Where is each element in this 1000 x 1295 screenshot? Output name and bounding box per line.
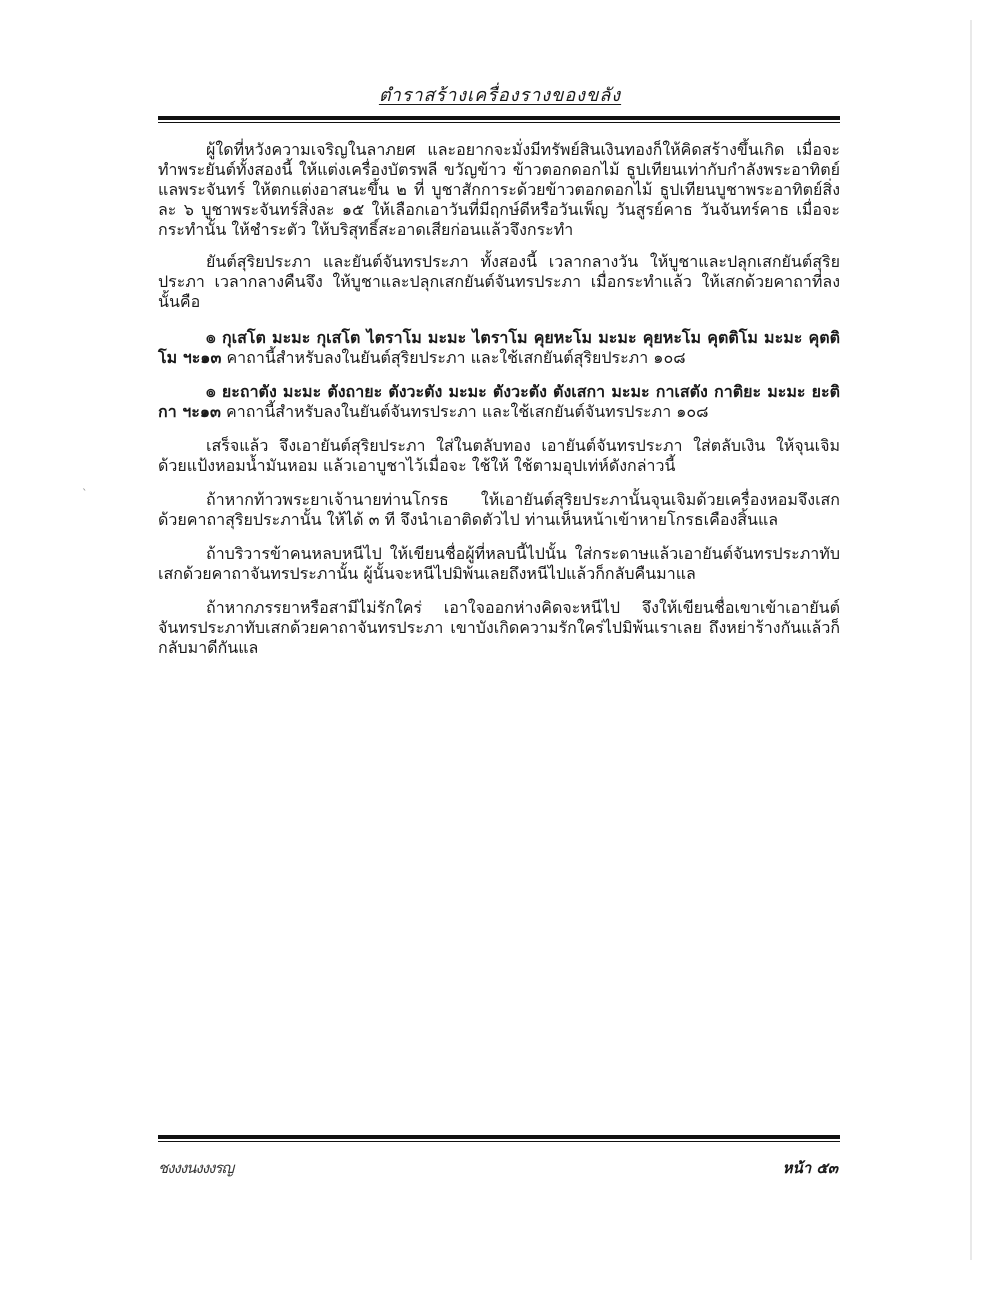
footer-signature: ชงงงนงงงรญ — [158, 1159, 234, 1177]
footer-rule-thick — [158, 1135, 840, 1139]
paragraph-6: ถ้าหากท้าวพระยาเจ้านายท่านโกรธ ให้เอายันต์สุริยประภานั้นจุนเจิมด้วยเครื่องหอมจึงเสกด้วยคาถาสุริยประภานั้น ให้ได้ ๓ ที จึงนำเอาติดตัวไป ท่านเห็นหน้าเข้าหายโกรธเคืองสิ้นแล — [158, 490, 840, 529]
incantation-chandra: ๏ ยะถาตัง มะมะ ตังถายะ ตังวะตัง มะมะ ตังวะตัง ตังเสกา มะมะ กาเสตัง กาติยะ มะมะ ยะติกา ฯะ๑๓ — [158, 382, 840, 421]
paragraph-7: ถ้าบริวารข้าคนหลบหนีไป ให้เขียนชื่อผู้ที่หลบนี้ไปนั้น ใส่กระดาษแล้วเอายันต์จันทรประภาทับ เสกด้วยคาถาจันทรประภานั้น ผู้นั้นจะหนีไปมิพ้นเลยถึงหนีไปแล้วก็กลับคืนมาแล — [158, 544, 840, 583]
page-number: หน้า ๕๓ — [782, 1159, 838, 1177]
incantation-paragraph-2 — [158, 382, 840, 422]
paragraph-1: ผู้ใดที่หวังความเจริญในลาภยศ และอยากจะมั่งมีทรัพย์สินเงินทองก็ให้คิดสร้างขึ้นเกิด เมื่อจะทำพระยันต์ทั้งสองนี้ ให้แต่งเครื่องบัตรพลี ขวัญข้าว ข้าวตอกดอกไม้ ธูปเทียนเท่ากับกำลังพระอาทิตย์แลพระจันทร์ ให้ตกแต่งอาสนะขึ้น ๒ ที่ บูชาสักการะด้วยข้าวตอกดอกไม้ ธูปเทียนบูชาพระอาทิตย์สิ่งละ ๖ บูชาพระจันทร์สิ่งละ ๑๕ ให้เลือกเอาวันที่มีฤกษ์ดีหรือวันเพ็ญ วันสูรย์คาธ วันจันทร์คาธ เมื่อจะกระทำนั้น ให้ชำระตัว ให้บริสุทธิ์สะอาดเสียก่อนแล้วจึงกระทำ — [158, 140, 840, 239]
header-rule-thin — [158, 122, 840, 123]
page-body — [158, 140, 840, 672]
header-rule-thick — [158, 116, 840, 120]
scan-smudge: ˎ — [82, 478, 88, 491]
footer-rule-thin — [158, 1141, 840, 1142]
running-header: ตำราสร้างเครื่องรางของขลัง — [378, 85, 622, 106]
scan-edge — [970, 20, 972, 1260]
incantation-surya: ๏ กุเสโต มะมะ กุเสโต ไตราโม มะมะ ไตราโม คุยหะโม มะมะ คุยหะโม คุตติโม มะมะ คุตติโม ฯะ๑๓ — [158, 328, 840, 367]
incantation-chandra-note: คาถานี้สำหรับลงในยันต์จันทรประภา และใช้เสกยันต์จันทรประภา ๑๐๘ — [220, 402, 709, 421]
paragraph-5: เสร็จแล้ว จึงเอายันต์สุริยประภา ใส่ในตลับทอง เอายันต์จันทรประภา ใส่ตลับเงิน ให้จุนเจิมด้วยแป้งหอมน้ำมันหอม แล้วเอาบูชาไว้เมื่อจะ ใช้ให้ ใช้ตามอุปเท่ห์ดังกล่าวนี้ — [158, 436, 840, 475]
incantation-surya-note: คาถานี้สำหรับลงในยันต์สุริยประภา และใช้เสกยันต์สุริยประภา ๑๐๘ — [221, 348, 686, 367]
paragraph-8: ถ้าหากภรรยาหรือสามีไม่รักใคร่ เอาใจออกห่างคิดจะหนีไป จึงให้เขียนชื่อเขาเข้าเอายันต์จันทรประภาทับเสกด้วยคาถาจันทรประภา เขาบังเกิดความรักใคร่ไปมิพ้นเราเลย ถึงหย่าร้างกันแล้วก็กลับมาดีกันแล — [158, 598, 840, 657]
incantation-paragraph-1 — [158, 328, 840, 368]
paragraph-2: ยันต์สุริยประภา และยันต์จันทรประภา ทั้งสองนี้ เวลากลางวัน ให้บูชาและปลุกเสกยันต์สุริยประภา เวลากลางคืนจึง ให้บูชาและปลุกเสกยันต์จันทรประภา เมื่อกระทำแล้ว ให้เสกด้วยคาถาที่ลงนั้นคือ — [158, 252, 840, 311]
